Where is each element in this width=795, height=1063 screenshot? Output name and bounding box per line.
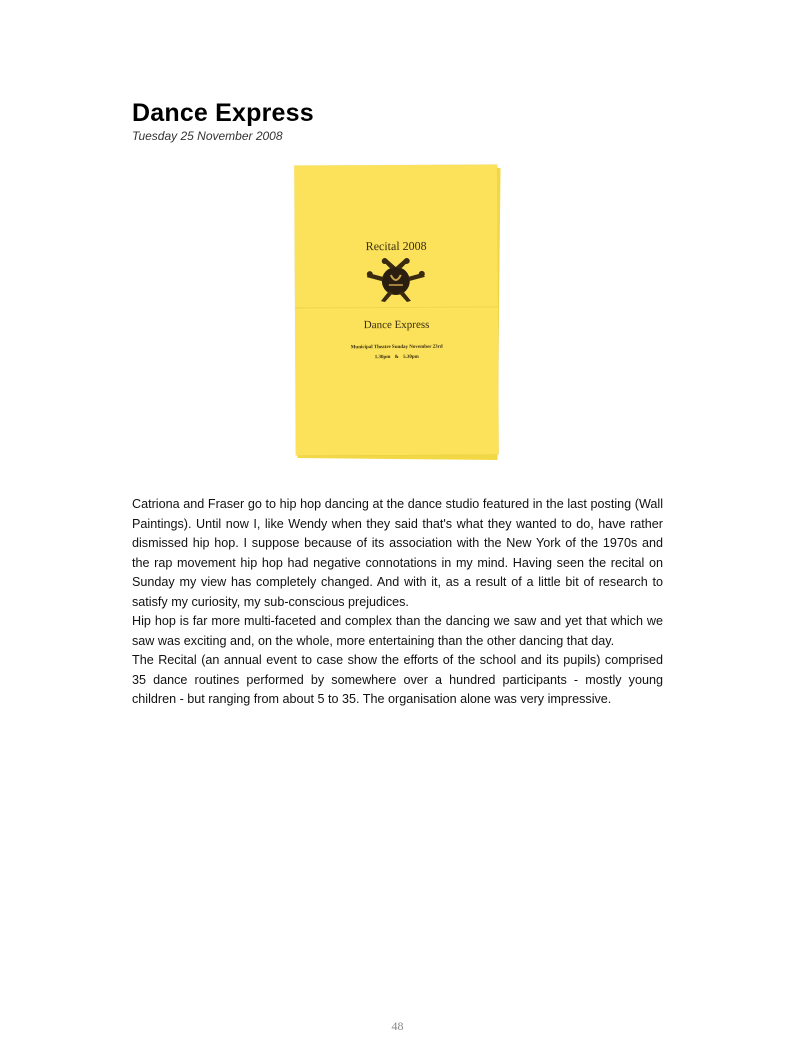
- paragraph: Hip hop is far more multi-faceted and complex than the dancing we saw and yet that which we saw was exciting and, on the whole, more entertaining than the other dancing that day.: [132, 614, 663, 648]
- flyer-school-name: Dance Express: [363, 318, 430, 332]
- article-body: [132, 495, 663, 710]
- page-title: Dance Express: [132, 99, 314, 127]
- flyer-venue: Municipal Theatre Sunday November 23rd: [350, 344, 443, 351]
- dancers-logo-icon: [365, 255, 427, 303]
- flyer-times: 1.30pm & 5.30pm: [374, 354, 419, 361]
- page-number: 48: [391, 1019, 404, 1033]
- recital-flyer-image: [293, 163, 505, 463]
- paragraph: Catriona and Fraser go to hip hop dancing at the dance studio featured in the last posting (Wall Paintings). Until now I, like Wendy when they said that's what they wanted to do, have rather dismissed hip hop. I suppose because of its association with the New York of the 1970s and the rap movement hip hop had negative connotations in my mind. Having seen the recital on Sunday my view has completely changed. And with it, as a result of a little bit of research to satisfy my curiosity, my sub-conscious prejudices.: [132, 497, 663, 609]
- post-date: Tuesday 25 November 2008: [132, 129, 283, 143]
- flyer-front-sheet: [294, 164, 499, 455]
- flyer-fold-line: [295, 306, 498, 309]
- paragraph: The Recital (an annual event to case show the efforts of the school and its pupils) comprised 35 dance routines performed by somewhere over a hundred participants - mostly young children - but ranging from about 5 to 35. The organisation alone was very impressive.: [132, 653, 663, 706]
- flyer-heading: Recital 2008: [365, 238, 427, 254]
